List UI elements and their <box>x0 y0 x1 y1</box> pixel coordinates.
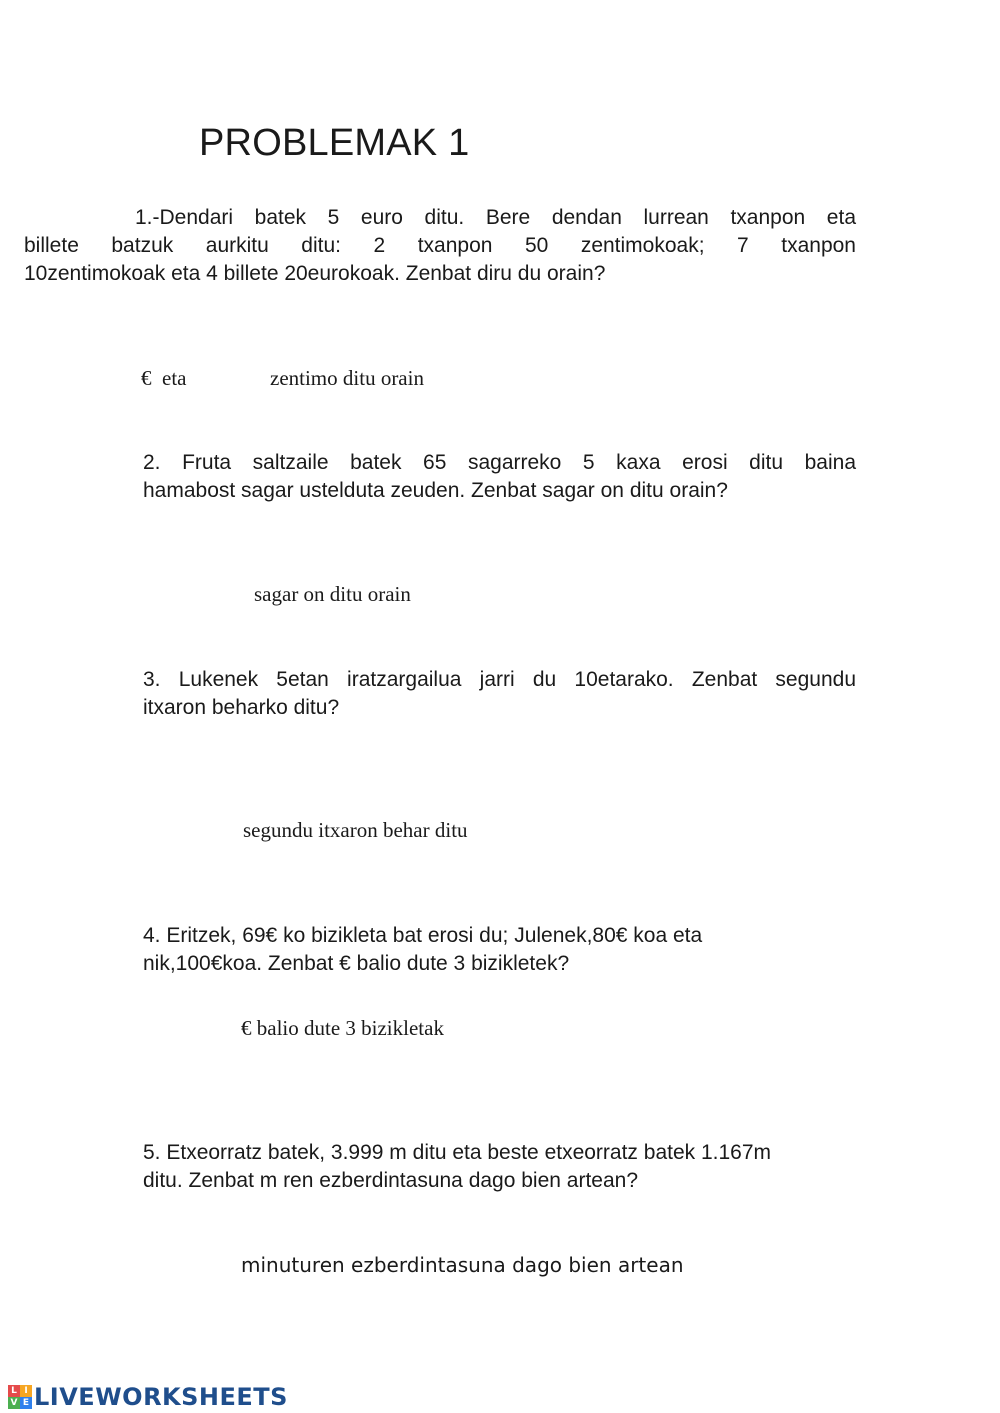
problem-2-line-1: 2. Fruta saltzaile batek 65 sagarreko 5 kaxa erosi ditu baina <box>143 451 856 474</box>
problem-4-line-1: 4. Eritzek, 69€ ko bizikleta bat erosi du; Julenek,80€ koa eta <box>143 924 703 947</box>
problem-5-line-1: 5. Etxeorratz batek, 3.999 m ditu eta beste etxeorratz batek 1.167m <box>143 1141 772 1164</box>
problem-1 <box>24 204 856 288</box>
answer-3: segundu itxaron behar ditu <box>243 818 468 842</box>
problem-1-line-2: billete batzuk aurkitu ditu: 2 txanpon 50 zentimokoak; 7 txanpon <box>24 234 856 257</box>
logo-grid-icon <box>8 1385 32 1409</box>
page-title: PROBLEMAK 1 <box>199 122 470 164</box>
answer-4: € balio dute 3 bizikletak <box>241 1016 444 1040</box>
problem-5 <box>143 1139 856 1195</box>
logo-letter-i: I <box>20 1385 32 1397</box>
logo-letter-e: E <box>20 1397 32 1409</box>
problem-1-line-1: 1.-Dendari batek 5 euro ditu. Bere dendan lurrean txanpon eta <box>135 206 856 229</box>
liveworksheets-logo[interactable] <box>8 1382 288 1412</box>
problem-5-line-2: ditu. Zenbat m ren ezberdintasuna dago bien artean? <box>143 1169 639 1192</box>
logo-letter-l: L <box>8 1385 20 1397</box>
logo-letter-v: V <box>8 1397 20 1409</box>
problem-3 <box>143 666 856 722</box>
answer-1-part-2: zentimo ditu orain <box>270 366 424 390</box>
problem-2-line-2: hamabost sagar ustelduta zeuden. Zenbat sagar on ditu orain? <box>143 479 728 502</box>
problem-1-line-3: 10zentimokoak eta 4 billete 20eurokoak. Zenbat diru du orain? <box>24 262 606 285</box>
answer-1-part-1: € eta <box>141 366 187 390</box>
problem-3-line-2: itxaron beharko ditu? <box>143 696 340 719</box>
brand-name: LIVEWORKSHEETS <box>34 1383 288 1411</box>
problem-4-line-2: nik,100€koa. Zenbat € balio dute 3 bizikletek? <box>143 952 570 975</box>
answer-2: sagar on ditu orain <box>254 582 411 606</box>
problem-4 <box>143 922 856 978</box>
answer-5: minuturen ezberdintasuna dago bien artean <box>241 1253 684 1277</box>
problem-3-line-1: 3. Lukenek 5etan iratzargailua jarri du 10etarako. Zenbat segundu <box>143 668 856 691</box>
problem-2 <box>143 449 856 505</box>
